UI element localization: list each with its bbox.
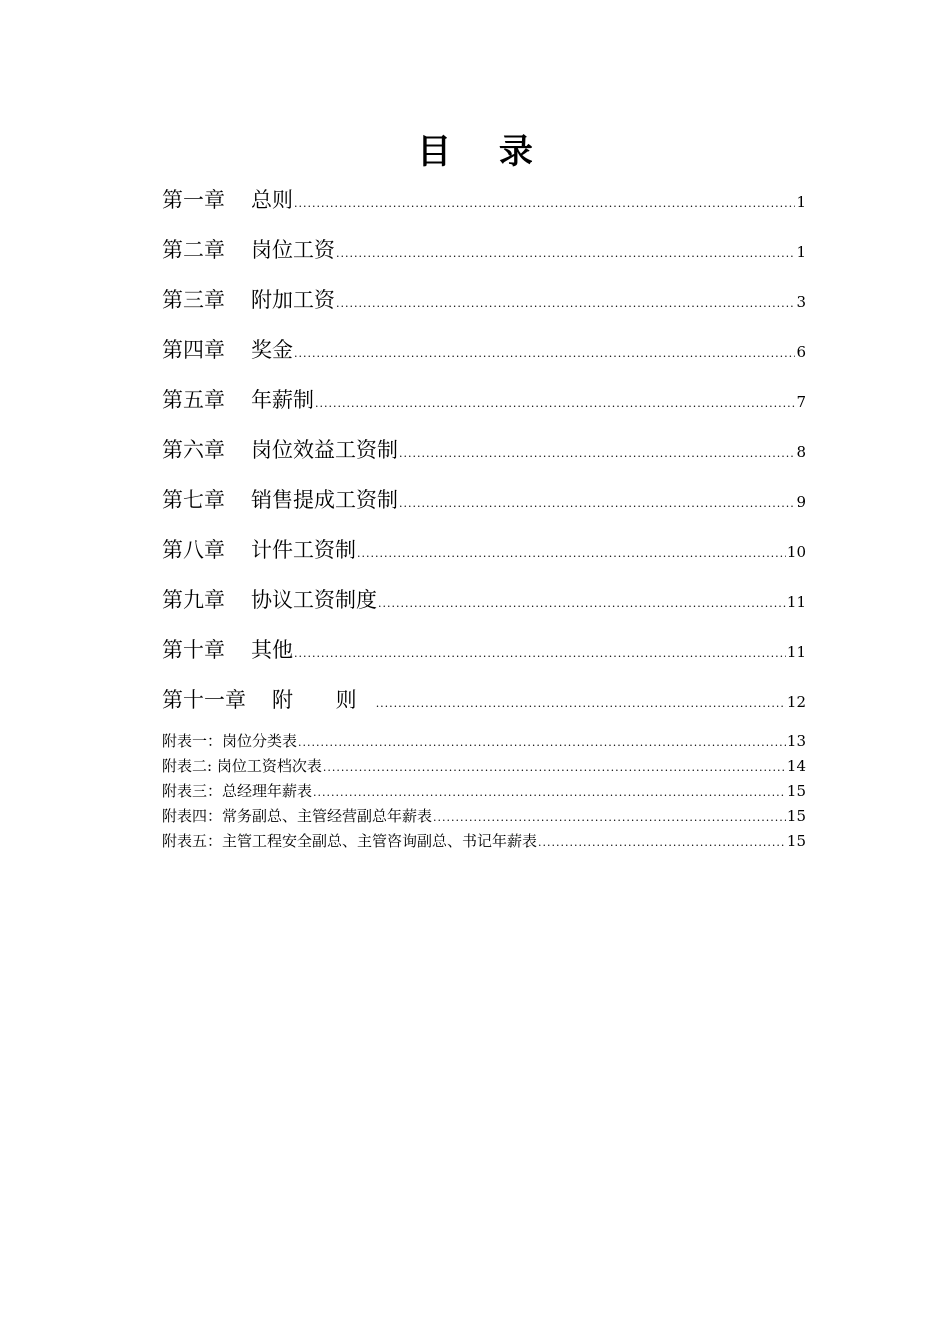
page-number: 1 [796, 193, 806, 211]
page-number: 15 [786, 832, 806, 850]
dot-leader [294, 648, 786, 659]
chapter-number: 第八章 [162, 538, 225, 562]
dot-leader [399, 498, 795, 509]
chapter-title: 计件工资制 [251, 538, 356, 562]
dot-leader [399, 448, 795, 459]
appendix-title: 附表五：主管工程安全副总、主管咨询副总、书记年薪表 [162, 832, 538, 850]
dot-leader [298, 737, 786, 748]
toc-entry-appendix-2[interactable] [162, 755, 806, 780]
chapter-title: 岗位效益工资制 [251, 438, 398, 462]
appendix-title: 附表二: 岗位工资档次表 [162, 757, 322, 775]
toc-entry-chapter-1[interactable] [162, 180, 806, 230]
page-number: 9 [796, 493, 806, 511]
toc-entry-appendix-5[interactable] [162, 830, 806, 855]
chapter-number: 第四章 [162, 338, 225, 362]
toc-entry-chapter-4[interactable] [162, 330, 806, 380]
dot-leader [313, 787, 786, 798]
page-number: 11 [786, 593, 806, 611]
toc-entry-appendix-3[interactable] [162, 780, 806, 805]
chapter-number: 第五章 [162, 388, 225, 412]
chapter-title: 总则 [251, 188, 293, 212]
dot-leader [315, 398, 795, 409]
appendix-title: 附表三：总经理年薪表 [162, 782, 313, 800]
chapter-title: 附 则 [272, 688, 375, 712]
chapter-title: 年薪制 [251, 388, 314, 412]
chapter-title: 其他 [251, 638, 293, 662]
page-number: 11 [786, 643, 806, 661]
page-number: 7 [796, 393, 806, 411]
dot-leader [538, 837, 786, 848]
toc-entry-chapter-10[interactable] [162, 630, 806, 680]
dot-leader [294, 348, 795, 359]
page-number: 15 [786, 782, 806, 800]
chapter-number: 第六章 [162, 438, 225, 462]
dot-leader [357, 548, 786, 559]
toc-entry-chapter-11[interactable] [162, 680, 806, 730]
chapter-number: 第三章 [162, 288, 225, 312]
toc-entry-chapter-6[interactable] [162, 430, 806, 480]
page-number: 8 [796, 443, 806, 461]
chapter-title: 协议工资制度 [251, 588, 377, 612]
toc-entry-appendix-1[interactable] [162, 730, 806, 755]
chapter-title: 奖金 [251, 338, 293, 362]
chapter-number: 第二章 [162, 238, 225, 262]
dot-leader [336, 298, 795, 309]
page-number: 3 [796, 293, 806, 311]
page-number: 13 [786, 732, 806, 750]
toc-entry-chapter-2[interactable] [162, 230, 806, 280]
toc-entry-chapter-5[interactable] [162, 380, 806, 430]
chapter-number: 第七章 [162, 488, 225, 512]
chapter-number: 第九章 [162, 588, 225, 612]
chapter-title: 附加工资 [251, 288, 335, 312]
appendix-title: 附表四：常务副总、主管经营副总年薪表 [162, 807, 433, 825]
page-number: 15 [786, 807, 806, 825]
page-number: 6 [796, 343, 806, 361]
page-number: 1 [796, 243, 806, 261]
table-of-contents [162, 180, 806, 855]
chapter-number: 第一章 [162, 188, 225, 212]
toc-entry-chapter-7[interactable] [162, 480, 806, 530]
chapter-number: 第十一章 [162, 688, 246, 712]
dot-leader [294, 198, 795, 209]
dot-leader [433, 812, 786, 823]
toc-entry-chapter-3[interactable] [162, 280, 806, 330]
dot-leader [378, 598, 786, 609]
toc-title: 目 录 [417, 132, 551, 172]
dot-leader [336, 248, 795, 259]
page-number: 12 [786, 693, 806, 711]
dot-leader [323, 762, 786, 773]
toc-entry-appendix-4[interactable] [162, 805, 806, 830]
toc-entry-chapter-9[interactable] [162, 580, 806, 630]
dot-leader [376, 698, 786, 709]
chapter-number: 第十章 [162, 638, 225, 662]
toc-entry-chapter-8[interactable] [162, 530, 806, 580]
page-number: 14 [786, 757, 806, 775]
chapter-title: 销售提成工资制 [251, 488, 398, 512]
page-number: 10 [786, 543, 806, 561]
appendix-title: 附表一：岗位分类表 [162, 732, 298, 750]
chapter-title: 岗位工资 [251, 238, 335, 262]
